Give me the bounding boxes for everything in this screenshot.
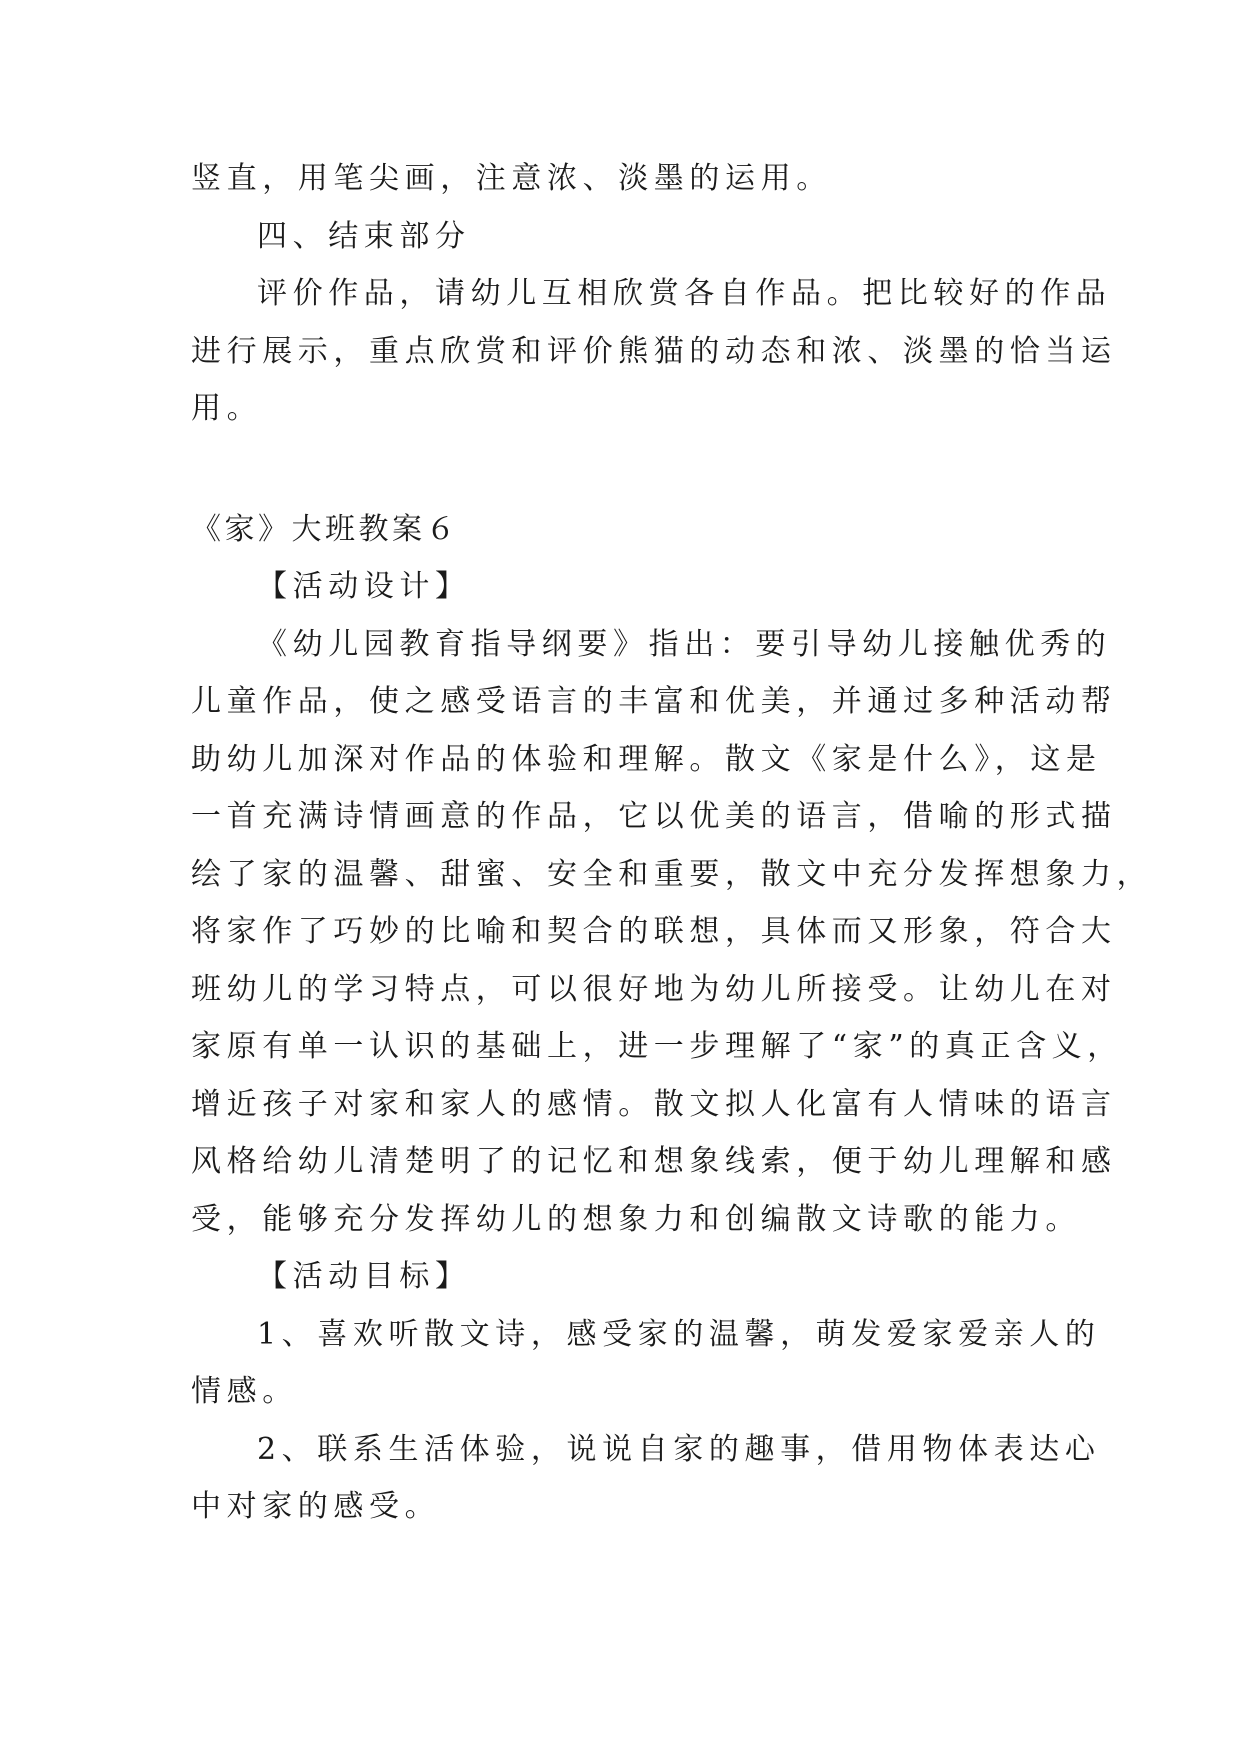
- section-heading: 四、结束部分: [257, 218, 471, 254]
- list-item-continuation: 中对家的感受。: [191, 1489, 441, 1524]
- paragraph-line: 受，能够充分发挥幼儿的想象力和创编散文诗歌的能力。: [191, 1201, 1081, 1237]
- paragraph-line: 增近孩子对家和家人的感情。散文拟人化富有人情味的语言: [191, 1086, 1117, 1122]
- section-heading: 【活动目标】: [257, 1259, 471, 1294]
- paragraph-line: 将家作了巧妙的比喻和契合的联想，具体而又形象，符合大: [191, 914, 1117, 949]
- paragraph-line: 竖直，用笔尖画，注意浓、淡墨的运用。: [191, 161, 832, 196]
- document-title: 《家》大班教案６: [191, 511, 459, 547]
- section-spacer: [191, 438, 1053, 501]
- paragraph-line: 绘了家的温馨、甜蜜、安全和重要，散文中充分发挥想象力，: [191, 856, 1153, 892]
- paragraph-line: 助幼儿加深对作品的体验和理解。散文《家是什么》，这是: [191, 741, 1102, 777]
- paragraph-line: 家原有单一认识的基础上，进一步理解了“家”的真正含义，: [191, 1029, 1123, 1064]
- paragraph-line: 班幼儿的学习特点，可以很好地为幼儿所接受。让幼儿在对: [191, 971, 1117, 1007]
- list-item: 2、联系生活体验，说说自家的趣事，借用物体表达心: [257, 1431, 1101, 1467]
- section-heading: 【活动设计】: [257, 569, 471, 604]
- paragraph-line: 儿童作品，使之感受语言的丰富和优美，并通过多种活动帮: [191, 684, 1117, 719]
- paragraph-line: 评价作品，请幼儿互相欣赏各自作品。把比较好的作品: [257, 276, 1112, 311]
- paragraph-line: 风格给幼儿清楚明了的记忆和想象线索，便于幼儿理解和感: [191, 1144, 1117, 1179]
- paragraph-line: 用。: [191, 391, 263, 426]
- paragraph-line: 进行展示，重点欣赏和评价熊猫的动态和浓、淡墨的恰当运: [191, 333, 1117, 369]
- paragraph-line: 《幼儿园教育指导纲要》指出：要引导幼儿接触优秀的: [257, 626, 1112, 662]
- paragraph-line: 一首充满诗情画意的作品，它以优美的语言，借喻的形式描: [191, 799, 1117, 834]
- list-item-continuation: 情感。: [191, 1374, 298, 1409]
- document-page: [191, 150, 1153, 1536]
- list-item: 1、喜欢听散文诗，感受家的温馨，萌发爱家爱亲人的: [257, 1316, 1101, 1352]
